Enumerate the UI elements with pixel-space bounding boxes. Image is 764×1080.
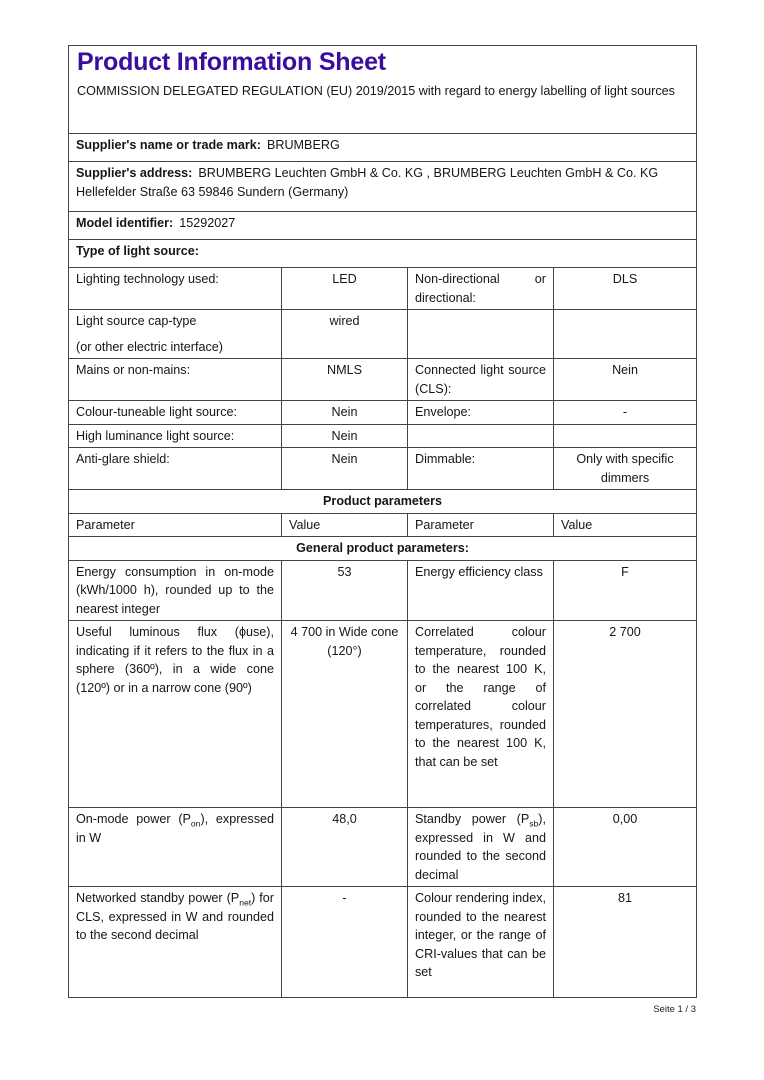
table-row [69, 448, 697, 490]
param-cell: Envelope: [408, 401, 554, 425]
value-cell: - [282, 887, 408, 998]
value-cell: 2 700 [554, 621, 697, 808]
column-header: Parameter [69, 513, 282, 537]
general-parameters-band: General product parameters: [69, 537, 697, 561]
param-cell: Light source cap-type (or other electric interface) [69, 310, 282, 359]
param-cell: Correlated colour temperature, rounded to the nearest 100 K, or the range of correlated colour temperatures, rounded to the nearest 100 K, that can be set [408, 621, 554, 808]
table-row [69, 401, 697, 425]
page-number: Seite 1 / 3 [653, 1004, 696, 1015]
value-cell: 0,00 [554, 808, 697, 887]
param-cell: On-mode power $(P_{on})$, expressed in W [69, 808, 282, 887]
supplier-address-label: Supplier's address: [76, 166, 193, 180]
regulation-text: COMMISSION DELEGATED REGULATION (EU) 2019/2015 with regard to energy labelling of light sources [77, 83, 675, 98]
table-row [69, 621, 697, 808]
model-identifier-row [69, 212, 697, 240]
param-cell: Colour-tuneable light source: [69, 401, 282, 425]
supplier-name-row [69, 134, 697, 162]
table-row [69, 808, 697, 887]
param-cell [408, 310, 554, 359]
table-row [69, 268, 697, 310]
value-cell: 81 [554, 887, 697, 998]
table-row [69, 560, 697, 621]
value-cell [554, 424, 697, 448]
value-cell: Nein [282, 401, 408, 425]
column-header: Value [282, 513, 408, 537]
param-cell: Non-directional or directional: [408, 268, 554, 310]
value-cell: - [554, 401, 697, 425]
param-cell [408, 424, 554, 448]
value-cell: LED [282, 268, 408, 310]
supplier-name-value: BRUMBERG [266, 138, 340, 152]
product-info-table [68, 45, 697, 998]
table-row [69, 359, 697, 401]
header-cell [69, 46, 697, 134]
supplier-address-row [69, 162, 697, 212]
value-cell: Nein [282, 424, 408, 448]
param-cell: Standby power $(P_{sb})$, expressed in W and rounded to the second decimal [408, 808, 554, 887]
column-header-row [69, 513, 697, 537]
param-cell: High luminance light source: [69, 424, 282, 448]
column-header: Parameter [408, 513, 554, 537]
column-header: Value [554, 513, 697, 537]
value-cell: F [554, 560, 697, 621]
model-identifier-label: Model identifier: [76, 216, 174, 230]
param-cell: Energy consumption in on-mode (kWh/1000 h), rounded up to the nearest integer [69, 560, 282, 621]
value-cell: 4 700 in Wide cone (120°) [282, 621, 408, 808]
param-cell: Dimmable: [408, 448, 554, 490]
value-cell: 53 [282, 560, 408, 621]
param-cell: Connected light source (CLS): [408, 359, 554, 401]
product-parameters-band: Product parameters [69, 490, 697, 514]
value-cell: DLS [554, 268, 697, 310]
param-cell: Energy efficiency class [408, 560, 554, 621]
page-title: Product Information Sheet [77, 48, 386, 76]
value-cell: Only with specific dimmers [554, 448, 697, 490]
table-row [69, 887, 697, 998]
value-cell [554, 310, 697, 359]
value-cell: NMLS [282, 359, 408, 401]
model-identifier-value: 15292027 [179, 216, 236, 230]
type-of-light-source-heading: Type of light source: [69, 240, 697, 268]
param-cell: Anti-glare shield: [69, 448, 282, 490]
param-cell: Colour rendering index, rounded to the nearest integer, or the range of CRI-values that can be set [408, 887, 554, 998]
value-cell: Nein [282, 448, 408, 490]
value-cell: wired [282, 310, 408, 359]
param-cell: Networked standby power $(P_{net})$ for CLS, expressed in W and rounded to the second decimal [69, 887, 282, 998]
param-cell: Mains or non-mains: [69, 359, 282, 401]
param-cell: Useful luminous flux (ϕuse), indicating if it refers to the flux in a sphere (360º), in a wide cone (120º) or in a narrow cone (90º) [69, 621, 282, 808]
param-cell: Lighting technology used: [69, 268, 282, 310]
value-cell: Nein [554, 359, 697, 401]
table-row [69, 310, 697, 359]
value-cell: 48,0 [282, 808, 408, 887]
supplier-name-label: Supplier's name or trade mark: [76, 138, 261, 152]
table-row [69, 424, 697, 448]
supplier-address-value: BRUMBERG Leuchten GmbH & Co. KG , BRUMBERG Leuchten GmbH & Co. KG Hellefelder Straße 63 59846 Sundern (Germany) [76, 166, 659, 199]
